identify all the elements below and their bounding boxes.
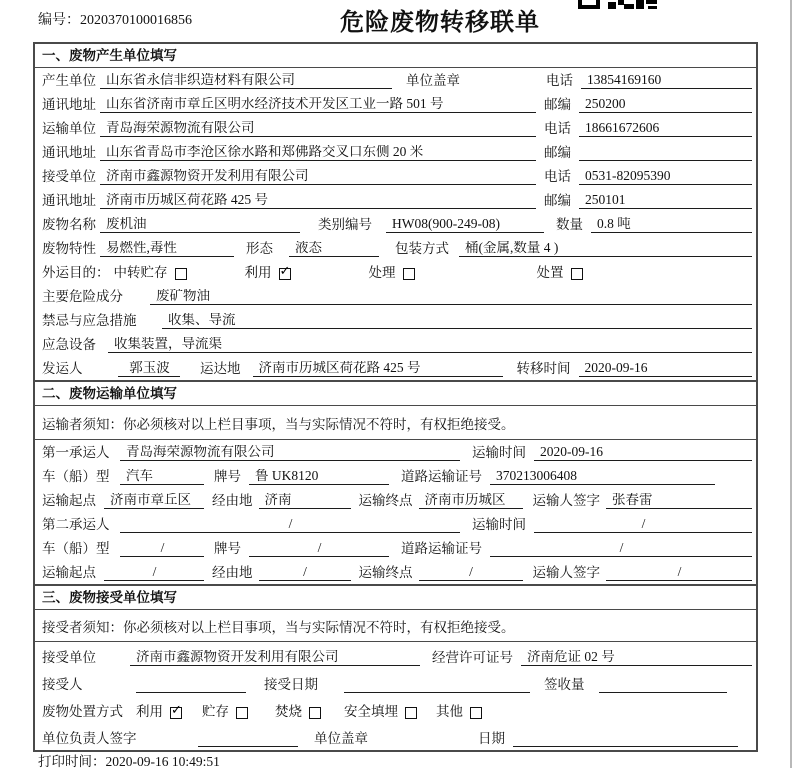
checkbox-treat bbox=[403, 268, 415, 280]
via-value: / bbox=[259, 565, 351, 581]
waste-code-value: HW08(900-249-08) bbox=[386, 217, 544, 233]
via-label: 经由地 bbox=[212, 565, 253, 581]
carrier-sign-value: / bbox=[606, 565, 752, 581]
phone-label: 电话 bbox=[544, 169, 571, 185]
row-waste-name bbox=[35, 212, 756, 236]
checkbox-landfill bbox=[405, 707, 417, 719]
receiver-address-value: 济南市历城区荷花路 425 号 bbox=[100, 193, 536, 209]
page-edge-line bbox=[790, 0, 792, 768]
waste-code-label: 类别编号 bbox=[318, 217, 372, 233]
section1-header: 一、废物产生单位填写 bbox=[35, 44, 756, 68]
plate-value: / bbox=[249, 541, 389, 557]
receiver-value: 济南市鑫源物资开发利用有限公司 bbox=[100, 169, 536, 185]
row-responsible-sign bbox=[35, 723, 756, 750]
main-hazard-label: 主要危险成分 bbox=[42, 289, 123, 305]
vehicle-type-value: 汽车 bbox=[120, 469, 204, 485]
responsible-sign-value bbox=[198, 732, 298, 747]
option-label: 焚烧 bbox=[275, 704, 302, 720]
road-license-label: 道路运输证号 bbox=[401, 469, 482, 485]
address-label: 通讯地址 bbox=[42, 145, 96, 161]
row-vehicle-1 bbox=[35, 464, 756, 488]
packing-value: 桶(金属,数量 4 ) bbox=[459, 241, 752, 257]
option-label: 利用 bbox=[136, 704, 163, 720]
doc-number-value: 2020370100016856 bbox=[80, 13, 192, 28]
route-end-label: 运输终点 bbox=[358, 565, 413, 581]
first-carrier-label: 第一承运人 bbox=[42, 445, 110, 461]
option-label: 处理 bbox=[368, 265, 396, 281]
producer-address-value: 山东省济南市章丘区明水经济技术开发区工业一路 501 号 bbox=[100, 97, 536, 113]
equipment-label: 应急设备 bbox=[42, 337, 96, 353]
carrier-sign-value: 张春雷 bbox=[606, 493, 752, 509]
row-vehicle-2 bbox=[35, 536, 756, 560]
equipment-value: 收集装置，导流渠 bbox=[108, 337, 752, 353]
waste-character-value: 易燃性,毒性 bbox=[100, 241, 234, 257]
acceptor-value bbox=[136, 678, 246, 693]
qr-code-fragment-icon bbox=[578, 0, 658, 10]
purpose-option-utilize bbox=[245, 266, 291, 281]
carrier-sign-label: 运输人签字 bbox=[532, 493, 600, 509]
row-transporter-address bbox=[35, 140, 756, 164]
producer-value: 山东省永信非织造材料有限公司 bbox=[100, 73, 392, 89]
via-value: 济南 bbox=[259, 493, 351, 509]
row-acceptor bbox=[35, 669, 756, 696]
row-producer-address bbox=[35, 92, 756, 116]
option-label: 中转贮存 bbox=[113, 265, 168, 281]
purpose-option-storage bbox=[114, 266, 187, 281]
route-start-label: 运输起点 bbox=[42, 493, 96, 509]
zip-label: 邮编 bbox=[544, 97, 571, 113]
checkbox-storage bbox=[236, 707, 248, 719]
transporter-address-value: 山东省青岛市李沧区徐水路和郑佛路交叉口东侧 20 米 bbox=[100, 145, 536, 161]
disposal-option-other bbox=[436, 705, 482, 720]
checkbox-dispose bbox=[571, 268, 583, 280]
waste-name-label: 废物名称 bbox=[42, 217, 96, 233]
transport-time-value: / bbox=[534, 517, 752, 533]
second-carrier-value: / bbox=[120, 517, 460, 533]
waste-character-label: 废物特性 bbox=[42, 241, 96, 257]
packing-label: 包装方式 bbox=[395, 241, 449, 257]
road-license-label: 道路运输证号 bbox=[401, 541, 482, 557]
plate-label: 牌号 bbox=[214, 469, 241, 485]
accept-date-label: 接受日期 bbox=[264, 677, 318, 693]
row-receiver-address bbox=[35, 188, 756, 212]
vehicle-type-value: / bbox=[120, 541, 204, 557]
transporter-phone: 18661672606 bbox=[579, 121, 752, 137]
plate-value: 鲁 UK8120 bbox=[249, 469, 389, 485]
option-label: 其他 bbox=[436, 704, 463, 720]
second-carrier-label: 第二承运人 bbox=[42, 517, 110, 533]
disposal-option-incinerate bbox=[275, 705, 321, 720]
received-qty-value bbox=[599, 678, 727, 693]
date-value bbox=[513, 732, 738, 747]
row-receiver bbox=[35, 164, 756, 188]
plate-label: 牌号 bbox=[214, 541, 241, 557]
receiver-zip: 250101 bbox=[579, 193, 752, 209]
row-route-2 bbox=[35, 560, 756, 584]
dispatcher-label: 发运人 bbox=[42, 361, 83, 377]
producer-phone: 13854169160 bbox=[581, 73, 752, 89]
acceptor-label: 接受人 bbox=[42, 677, 83, 693]
zip-label: 邮编 bbox=[544, 193, 571, 209]
row-route-1 bbox=[35, 488, 756, 512]
waste-name-value: 废机油 bbox=[100, 217, 300, 233]
first-carrier-value: 青岛海荣源物流有限公司 bbox=[120, 445, 460, 461]
route-end-label: 运输终点 bbox=[358, 493, 413, 509]
purpose-option-dispose bbox=[537, 266, 583, 281]
unit-seal-label: 单位盖章 bbox=[314, 731, 368, 747]
doc-number-label: 编号： bbox=[38, 13, 80, 28]
row-emergency-equipment bbox=[35, 332, 756, 356]
phone-label: 电话 bbox=[546, 73, 573, 89]
business-license-value: 济南危证 02 号 bbox=[521, 650, 752, 666]
doc-number bbox=[38, 9, 192, 29]
taboo-value: 收集、导流 bbox=[162, 313, 752, 329]
form-state-label: 形态 bbox=[246, 241, 273, 257]
disposal-option-utilize bbox=[136, 705, 182, 720]
date-label: 日期 bbox=[478, 731, 505, 747]
destination-label: 运达地 bbox=[200, 361, 241, 377]
checkbox-utilize-checked bbox=[170, 707, 182, 719]
row-disposal-method bbox=[35, 696, 756, 723]
option-label: 贮存 bbox=[202, 704, 229, 720]
via-label: 经由地 bbox=[212, 493, 253, 509]
disposal-option-storage bbox=[202, 705, 248, 720]
page-title: 危险废物转移联单 bbox=[340, 9, 540, 36]
row-transfer-purpose bbox=[35, 260, 756, 284]
section3-notice: 接受者须知：你必须核对以上栏目事项，当与实际情况不符时，有权拒绝接受。 bbox=[35, 610, 756, 642]
transporter-label: 运输单位 bbox=[42, 121, 96, 137]
row-transporter bbox=[35, 116, 756, 140]
section2-header: 二、废物运输单位填写 bbox=[35, 380, 756, 406]
phone-label: 电话 bbox=[544, 121, 571, 137]
option-label: 安全填埋 bbox=[344, 704, 398, 720]
transport-time-label: 运输时间 bbox=[472, 517, 526, 533]
option-label: 利用 bbox=[244, 265, 272, 281]
producer-zip: 250200 bbox=[579, 97, 752, 113]
row-first-carrier bbox=[35, 440, 756, 464]
route-end-value: 济南市历城区 bbox=[419, 493, 523, 509]
address-label: 通讯地址 bbox=[42, 97, 96, 113]
zip-label: 邮编 bbox=[544, 145, 571, 161]
route-start-label: 运输起点 bbox=[42, 565, 96, 581]
option-label: 处置 bbox=[536, 265, 564, 281]
destination-value: 济南市历城区荷花路 425 号 bbox=[253, 361, 503, 377]
row-taboo-measures bbox=[35, 308, 756, 332]
section3-header: 三、废物接受单位填写 bbox=[35, 584, 756, 610]
vehicle-type-label: 车（船）型 bbox=[42, 469, 110, 485]
road-license-value: 370213006408 bbox=[490, 469, 715, 485]
transfer-time-value: 2020-09-16 bbox=[579, 361, 753, 377]
dispatcher-value: 郭玉波 bbox=[118, 361, 180, 377]
transporter-zip bbox=[579, 146, 752, 161]
row-accept-unit bbox=[35, 642, 756, 669]
transport-time-label: 运输时间 bbox=[472, 445, 526, 461]
seal-label: 单位盖章 bbox=[406, 73, 460, 89]
address-label: 通讯地址 bbox=[42, 193, 96, 209]
taboo-label: 禁忌与应急措施 bbox=[42, 313, 137, 329]
accept-unit-label: 接受单位 bbox=[42, 650, 96, 666]
checkbox-utilize-checked bbox=[279, 268, 291, 280]
purpose-label: 外运目的： bbox=[42, 265, 110, 281]
print-time-value: 2020-09-16 10:49:51 bbox=[105, 754, 220, 769]
transporter-value: 青岛海荣源物流有限公司 bbox=[100, 121, 536, 137]
business-license-label: 经营许可证号 bbox=[432, 650, 513, 666]
row-main-hazard bbox=[35, 284, 756, 308]
checkbox-other bbox=[470, 707, 482, 719]
received-qty-label: 签收量 bbox=[544, 677, 585, 693]
disposal-option-landfill bbox=[344, 705, 417, 720]
accept-date-value bbox=[344, 678, 530, 693]
route-start-value: 济南市章丘区 bbox=[104, 493, 204, 509]
print-time-label: 打印时间： bbox=[38, 754, 106, 769]
section2-notice: 运输者须知：你必须核对以上栏目事项，当与实际情况不符时，有权拒绝接受。 bbox=[35, 406, 756, 440]
route-end-value: / bbox=[419, 565, 523, 581]
row-second-carrier bbox=[35, 512, 756, 536]
transport-time-value: 2020-09-16 bbox=[534, 445, 752, 461]
purpose-option-treat bbox=[369, 266, 415, 281]
carrier-sign-label: 运输人签字 bbox=[532, 565, 600, 581]
form-state-value: 液态 bbox=[289, 241, 379, 257]
responsible-sign-label: 单位负责人签字 bbox=[42, 731, 137, 747]
transfer-form bbox=[33, 42, 758, 752]
vehicle-type-label: 车（船）型 bbox=[42, 541, 110, 557]
quantity-value: 0.8 吨 bbox=[591, 217, 752, 233]
accept-unit-value: 济南市鑫源物资开发利用有限公司 bbox=[130, 650, 420, 666]
row-waste-character bbox=[35, 236, 756, 260]
row-dispatcher bbox=[35, 356, 756, 380]
route-start-value: / bbox=[104, 565, 204, 581]
main-hazard-value: 废矿物油 bbox=[150, 289, 752, 305]
row-producer bbox=[35, 68, 756, 92]
print-time bbox=[38, 750, 220, 770]
receiver-label: 接受单位 bbox=[42, 169, 96, 185]
road-license-value: / bbox=[490, 541, 752, 557]
producer-label: 产生单位 bbox=[42, 73, 96, 89]
checkbox-storage bbox=[175, 268, 187, 280]
transfer-time-label: 转移时间 bbox=[516, 361, 571, 377]
disposal-method-label: 废物处置方式 bbox=[42, 704, 123, 720]
checkbox-incinerate bbox=[309, 707, 321, 719]
receiver-phone: 0531-82095390 bbox=[579, 169, 752, 185]
quantity-label: 数量 bbox=[556, 217, 583, 233]
